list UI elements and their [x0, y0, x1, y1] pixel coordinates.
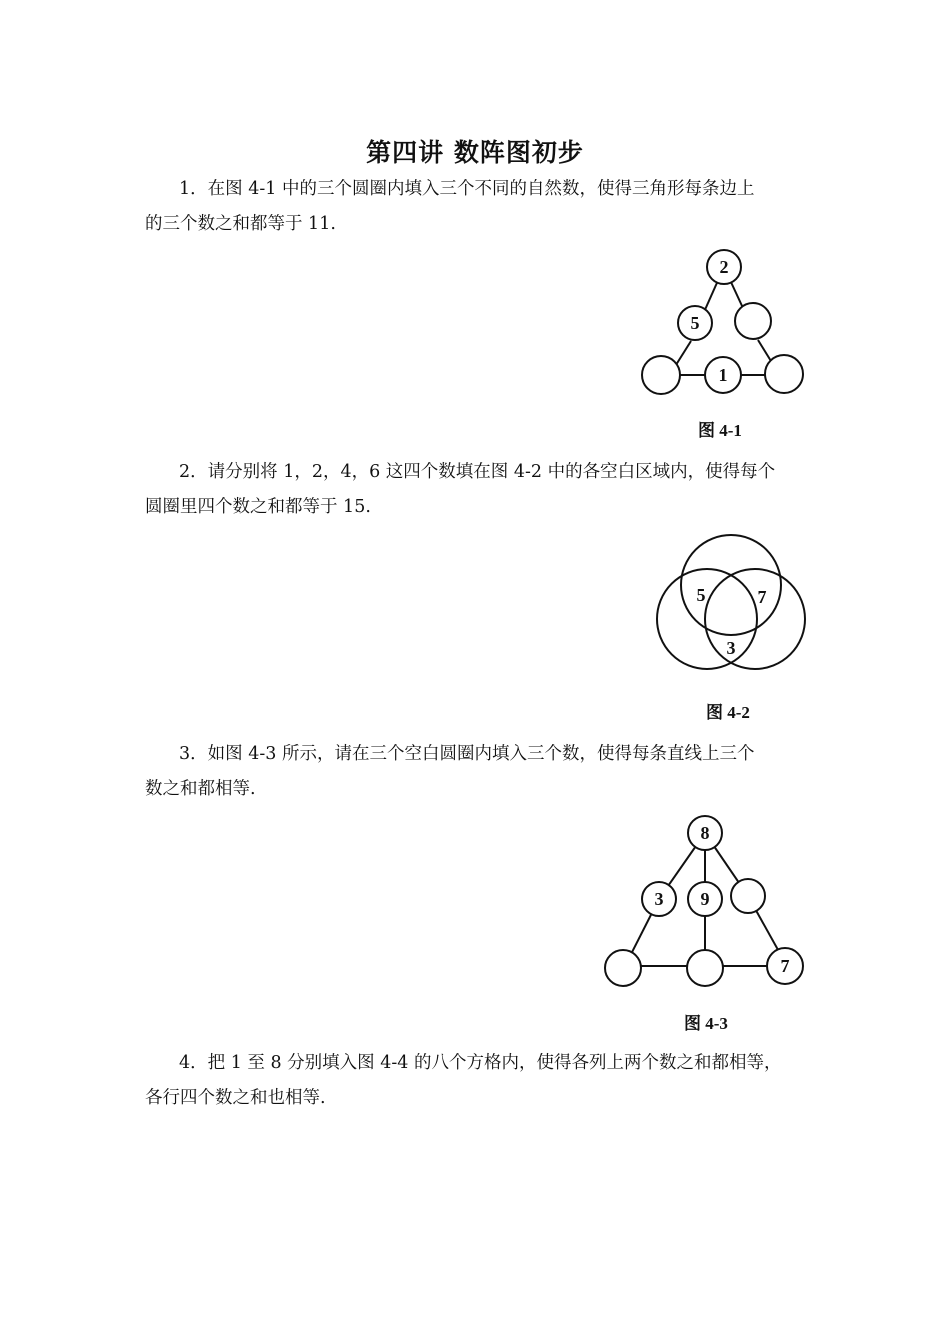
problem-4-line-2: 各行四个数之和也相等. — [145, 1088, 326, 1108]
figure-4-2 — [654, 530, 808, 674]
fig1-number-bottom-mid: 1 — [718, 365, 728, 385]
fig3-circle-bottom-left — [605, 950, 641, 986]
problem-3-line-2: 数之和都相等. — [145, 779, 256, 799]
fig3-number-bottom-right: 7 — [780, 956, 790, 976]
fig2-circle-left — [657, 569, 757, 669]
problem-3 — [145, 737, 810, 807]
fig2-circle-right — [705, 569, 805, 669]
problem-2-line-1: 2．请分别将 1，2，4，6 这四个数填在图 4-2 中的各空白区域内，使得每个 — [179, 462, 776, 482]
figure-4-3-caption: 图 4-3 — [684, 1014, 728, 1033]
fig2-number-bottom-overlap: 3 — [726, 638, 736, 658]
fig1-circle-right-mid — [735, 303, 771, 339]
problem-2-line-2: 圆圈里四个数之和都等于 15. — [145, 497, 371, 517]
figure-4-1 — [640, 248, 810, 396]
fig1-circle-bottom-right — [765, 355, 803, 393]
problem-1-line-2: 的三个数之和都等于 11. — [145, 214, 336, 234]
fig3-number-top: 8 — [700, 823, 710, 843]
figure-4-1-diagram — [640, 248, 810, 396]
figure-4-2-caption: 图 4-2 — [706, 703, 750, 722]
page-title: 第四讲 数阵图初步 — [366, 138, 584, 167]
fig1-number-left-mid: 5 — [690, 313, 700, 333]
problem-1-line-1: 1．在图 4-1 中的三个圆圈内填入三个不同的自然数，使得三角形每条边上 — [179, 179, 755, 199]
problem-3-line-1: 3．如图 4-3 所示，请在三个空白圆圈内填入三个数，使得每条直线上三个 — [179, 744, 755, 764]
problem-2 — [145, 455, 810, 525]
fig1-circle-bottom-left — [642, 356, 680, 394]
fig3-circle-bottom-mid — [687, 950, 723, 986]
fig3-circle-right-mid — [731, 879, 765, 913]
fig1-number-top: 2 — [719, 257, 729, 277]
figure-4-3 — [602, 814, 808, 990]
fig2-number-left-overlap: 5 — [696, 585, 706, 605]
fig2-number-right-overlap: 7 — [757, 587, 767, 607]
figure-4-1-caption: 图 4-1 — [698, 421, 742, 440]
fig3-number-center-mid: 9 — [700, 889, 710, 909]
problem-4-line-1: 4．把 1 至 8 分别填入图 4-4 的八个方格内，使得各列上两个数之和都相等， — [179, 1053, 782, 1073]
figure-4-2-diagram — [654, 530, 808, 674]
fig3-number-left-mid: 3 — [654, 889, 664, 909]
problem-1 — [145, 172, 810, 242]
figure-4-3-diagram — [602, 814, 808, 990]
problem-4 — [145, 1046, 810, 1116]
